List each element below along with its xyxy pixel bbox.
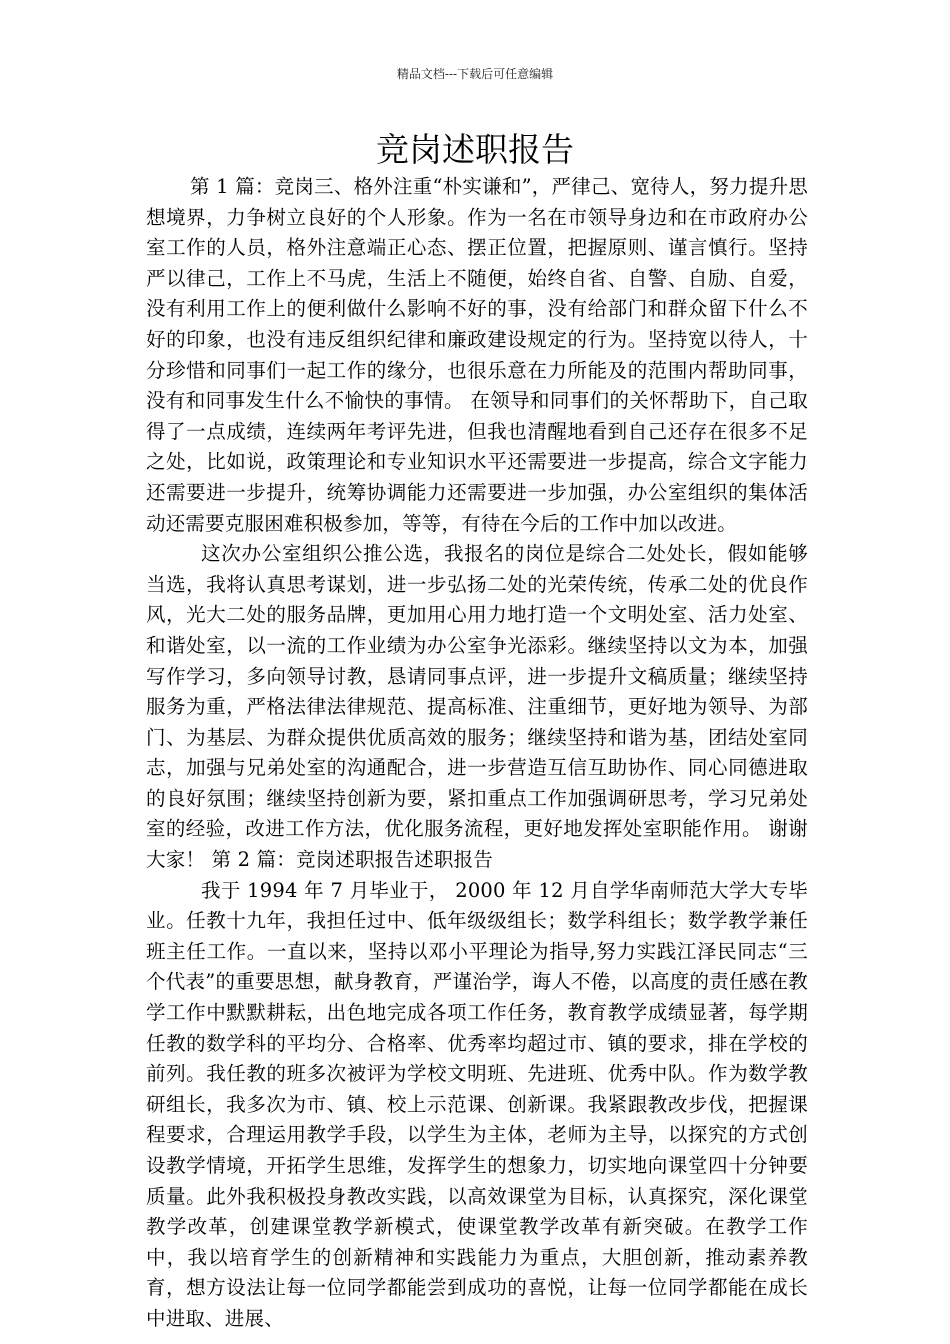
document-body [146,172,808,1335]
paragraph-1: 第 1 篇：竞岗三、格外注重“朴实谦和”，严律己、宽待人，努力提升思想境界，力争树立良好的个人形象。作为一名在市领导身边和在市政府办公室工作的人员，格外注意端正心态、摆正位置，把握原则、谨言慎行。坚持严以律己，工作上不马虎，生活上不随便，始终自省、自警、自励、自爱，没有利用工作上的便利做什么影响不好的事，没有给部门和群众留下什么不好的印象，也没有违反组织纪律和廉政建设规定的行为。坚持宽以待人，十分珍惜和同事们一起工作的缘分，也很乐意在力所能及的范围内帮助同事，没有和同事发生什么不愉快的事情。 在领导和同事们的关怀帮助下，自己取得了一点成绩，连续两年考评先进，但我也清醒地看到自己还存在很多不足之处，比如说，政策理论和专业知识水平还需要进一步提高，综合文字能力还需要进一步提升，统筹协调能力还需要进一步加强，办公室组织的集体活动还需要克服困难积极参加，等等，有待在今后的工作中加以改进。 [146,175,808,535]
paragraph-2: 这次办公室组织公推公选，我报名的岗位是综合二处处长，假如能够当选，我将认真思考谋划，进一步弘扬二处的光荣传统，传承二处的优良作风，光大二处的服务品牌，更加用心用力地打造一个文明处室、活力处室、和谐处室，以一流的工作业绩为办公室争光添彩。继续坚持以文为本，加强写作学习，多向领导讨教，恳请同事点评，进一步提升文稿质量；继续坚持服务为重，严格法律法律规范、提高标准、注重细节，更好地为领导、为部门、为基层、为群众提供优质高效的服务；继续坚持和谐为基，团结处室同志，加强与兄弟处室的沟通配合，进一步营造互信互助协作、同心同德进取的良好氛围；继续坚持创新为要，紧扣重点工作加强调研思考，学习兄弟处室的经验，改进工作方法，优化服务流程，更好地发挥处室职能作用。 谢谢大家！ 第 2 篇：竞岗述职报告述职报告 [146,542,808,872]
page-header-watermark: 精品文档---下载后可任意编辑 [396,67,554,81]
paragraph-3: 我于 1994 年 7 月毕业于， 2000 年 12 月自学华南师范大学大专毕业。任教十九年，我担任过中、低年级级组长；数学科组长；数学教学兼任班主任工作。一直以来，坚持以邓小平理论为指导,努力实践江泽民同志“三个代表”的重要思想，献身教育，严谨治学，诲人不倦，以高度的责任感在教学工作中默默耕耘，出色地完成各项工作任务，教育教学成绩显著，每学期任教的数学科的平均分、合格率、优秀率均超过市、镇的要求，排在学校的前列。我任教的班多次被评为学校文明班、先进班、优秀中队。作为数学教研组长，我多次为市、镇、校上示范课、创新课。我紧跟教改步伐，把握课程要求，合理运用教学手段，以学生为主体，老师为主导，以探究的方式创设教学情境，开拓学生思维，发挥学生的想象力，切实地向课堂四十分钟要质量。此外我积极投身教改实践，以高效课堂为目标，认真探究，深化课堂教学改革，创建课堂教学新模式，使课堂教学改革有新突破。在教学工作中，我以培育学生的创新精神和实践能力为重点，大胆创新，推动素养教育，想方设法让每一位同学都能尝到成功的喜悦，让每一位同学都能在成长中进取、进展、 [146,878,808,1330]
document-title: 竞岗述职报告 [376,130,574,169]
